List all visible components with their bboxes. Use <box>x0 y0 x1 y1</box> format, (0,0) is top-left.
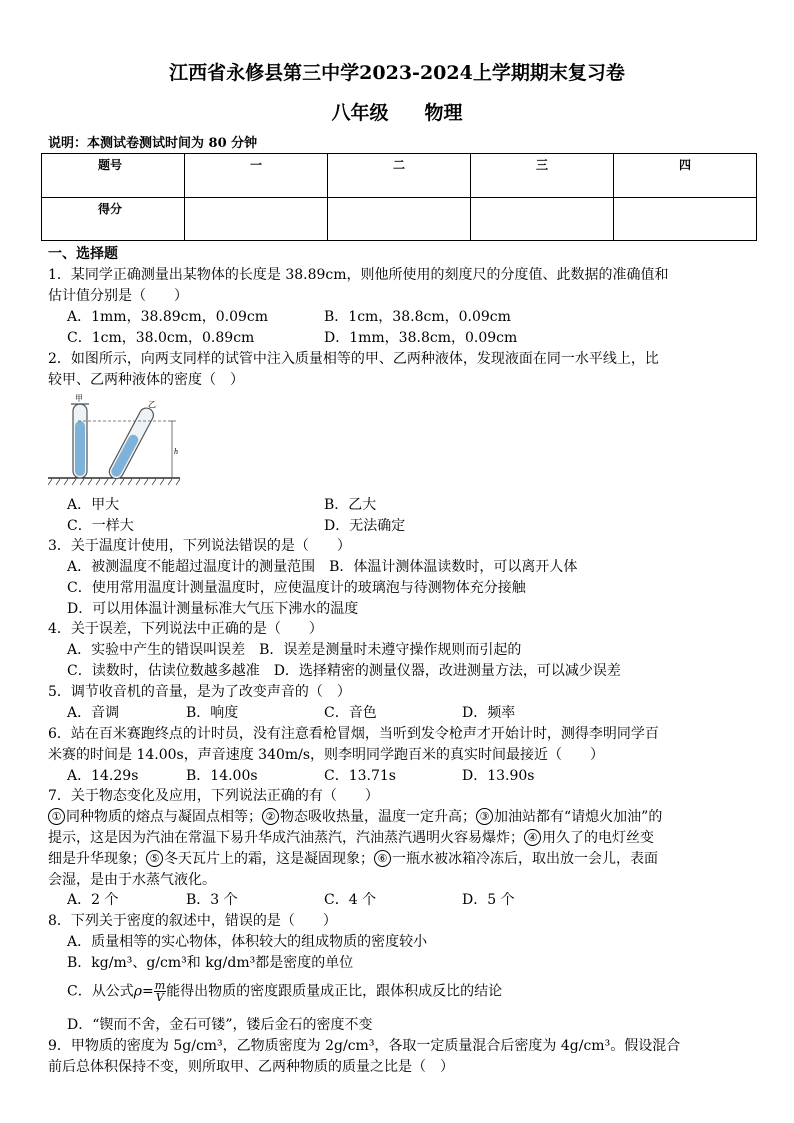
q3-option-c[interactable]: C．使用常用温度计测量温度时，应使温度计的玻璃泡与待测物体充分接触 <box>67 580 526 596</box>
statement-3-text: 加油站都有“请熄火加油”的 <box>494 809 663 825</box>
score-cell-three[interactable] <box>471 197 614 241</box>
statement-number-6: ⑥ <box>374 850 391 867</box>
statement-number-1: ① <box>48 808 65 825</box>
exam-title: 江西省永修县第三中学2023-2024上学期期末复习卷 <box>169 62 625 84</box>
q5-option-c[interactable]: C．音色 <box>324 705 377 721</box>
statement-5-text: 冬天瓦片上的霜，这是凝固现象； <box>164 851 374 867</box>
score-table-score-row <box>42 197 757 241</box>
grade-label: 八年级 <box>331 102 389 124</box>
score-cell-four[interactable] <box>614 197 757 241</box>
q8-option-c-prefix: C．从公式 <box>67 983 134 1000</box>
formula-rho: ρ= <box>133 983 154 1000</box>
q8-option-c[interactable] <box>67 980 502 1003</box>
q2-option-d[interactable]: D．无法确定 <box>324 518 406 534</box>
q3-stem: 3．关于温度计使用，下列说法错误的是（ ） <box>48 538 351 554</box>
q9-stem-line1: 9．甲物质的密度为 5g/cm³，乙物质密度为 2g/cm³，各取一定质量混合后密度为 4g/cm³。假设混合 <box>48 1038 681 1054</box>
statement-number-4: ④ <box>524 829 541 846</box>
q5-option-d[interactable]: D．频率 <box>462 705 516 721</box>
col-label-question-number: 题号 <box>42 154 185 198</box>
q4-stem: 4．关于误差，下列说法中正确的是（ ） <box>48 621 323 637</box>
q5-option-b[interactable]: B．响度 <box>186 705 239 721</box>
figure-label-jia: 甲 <box>75 394 83 403</box>
q4-options-ab[interactable]: A．实验中产生的错误叫误差 B．误差是测量时未遵守操作规则而引起的 <box>67 642 522 658</box>
q6-option-b[interactable]: B．14.00s <box>186 768 258 784</box>
q6-option-c[interactable]: C．13.71s <box>324 768 396 784</box>
q8-option-a[interactable]: A．质量相等的实心物体，体积较大的组成物质的密度较小 <box>67 934 428 950</box>
statement-4-text: 用久了的电灯丝变 <box>542 830 654 846</box>
q8-option-c-text: 能得出物质的密度跟质量成正比，跟体积成反比的结论 <box>166 983 503 1000</box>
score-table-header-row <box>42 154 757 198</box>
section-heading: 一、选择题 <box>48 246 118 262</box>
q6-stem-line2: 米赛的时间是 14.00s，声音速度 340m/s，则李明同学跑百米的真实时间最接近（ ） <box>48 747 605 763</box>
q7-option-d[interactable]: D．5 个 <box>462 892 515 908</box>
q6-stem-line1: 6．站在百米赛跑终点的计时员，没有注意看枪冒烟，当听到发令枪声才开始计时，测得李明同学百 <box>48 726 659 742</box>
col-label-four: 四 <box>614 154 757 198</box>
q7-statements-line1 <box>48 806 662 826</box>
q8-option-d[interactable]: D．“锲而不舍，金石可镂”，镂后金石的密度不变 <box>67 1017 373 1033</box>
q1-stem-line2: 估计值分别是（ ） <box>48 288 188 304</box>
q7-statements-line4: 会湿，是由于水蒸气液化。 <box>48 872 216 888</box>
q2-stem-line1: 2．如图所示，向两支同样的试管中注入质量相等的甲、乙两种液体，发现液面在同一水平线上，比 <box>48 351 659 367</box>
liquid-jia <box>75 421 85 476</box>
formula-fraction <box>154 980 166 1003</box>
q8-option-b[interactable]: B．kg/m³、g/cm³和 kg/dm³都是密度的单位 <box>67 955 354 971</box>
q7-option-b[interactable]: B．3 个 <box>186 892 238 908</box>
formula-numerator: m <box>154 979 166 992</box>
q7-statements-line2 <box>48 827 654 847</box>
q7-option-c[interactable]: C．4 个 <box>324 892 377 908</box>
q6-option-a[interactable]: A．14.29s <box>67 768 139 784</box>
q7-statements-line3 <box>48 848 658 868</box>
score-cell-one[interactable] <box>185 197 328 241</box>
q1-option-d[interactable]: D．1mm，38.8cm，0.09cm <box>324 330 518 346</box>
q3-options-ab[interactable]: A．被测温度不能超过温度计的测量范围 B．体温计测体温读数时，可以离开人体 <box>67 559 578 575</box>
statement-number-3: ③ <box>476 808 493 825</box>
q2-option-b[interactable]: B．乙大 <box>324 497 377 513</box>
q6-option-d[interactable]: D．13.90s <box>462 768 535 784</box>
figure-label-yi: 乙 <box>148 400 156 409</box>
subject-label: 物理 <box>424 102 463 124</box>
score-table <box>41 153 757 241</box>
q1-option-c[interactable]: C．1cm，38.0cm，0.89cm <box>67 330 255 346</box>
col-label-two: 二 <box>328 154 471 198</box>
statement-number-2: ② <box>262 808 279 825</box>
statement-2-text: 物态吸收热量，温度一定升高； <box>280 809 476 825</box>
q2-stem-line2: 较甲、乙两种液体的密度（ ） <box>48 372 244 388</box>
statement-4-cont: 细是升华现象； <box>48 851 146 867</box>
col-label-three: 三 <box>471 154 614 198</box>
q9-stem-line2: 前后总体积保持不变，则所取甲、乙两种物质的质量之比是（ ） <box>48 1059 454 1075</box>
statement-1-text: 同种物质的熔点与凝固点相等； <box>66 809 262 825</box>
q5-option-a[interactable]: A．音调 <box>67 705 120 721</box>
q5-stem: 5．调节收音机的音量，是为了改变声音的（ ） <box>48 684 351 700</box>
q2-option-c[interactable]: C．一样大 <box>67 518 134 534</box>
q1-stem-line1: 1．某同学正确测量出某物体的长度是 38.89cm，则他所使用的刻度尺的分度值、此数据的准确值和 <box>48 267 669 283</box>
grade-subject <box>0 98 794 125</box>
figure-label-h: h <box>174 447 178 456</box>
q3-option-d[interactable]: D．可以用体温计测量标准大气压下沸水的温度 <box>67 601 359 617</box>
col-label-one: 一 <box>185 154 328 198</box>
q1-option-b[interactable]: B．1cm，38.8cm，0.09cm <box>324 309 511 325</box>
test-tubes-figure <box>48 394 188 486</box>
statement-number-5: ⑤ <box>146 850 163 867</box>
q8-stem: 8．下列关于密度的叙述中，错误的是（ ） <box>48 913 337 929</box>
row-label-score: 得分 <box>42 197 185 241</box>
statement-3-cont: 提示，这是因为汽油在常温下易升华成汽油蒸汽，汽油蒸汽遇明火容易爆炸； <box>48 830 524 846</box>
score-cell-two[interactable] <box>328 197 471 241</box>
exam-note: 说明：本测试卷测试时间为 80 分钟 <box>48 136 258 151</box>
statement-6-text: 一瓶水被冰箱冷冻后，取出放一会儿，表面 <box>392 851 658 867</box>
q2-option-a[interactable]: A．甲大 <box>67 497 120 513</box>
q7-option-a[interactable]: A．2 个 <box>67 892 119 908</box>
q7-stem: 7．关于物态变化及应用，下列说法正确的有（ ） <box>48 788 379 804</box>
formula-denominator: V <box>155 991 164 1004</box>
q1-option-a[interactable]: A．1mm，38.89cm，0.09cm <box>67 309 269 325</box>
q4-options-cd[interactable]: C．读数时，估读位数越多越准 D．选择精密的测量仪器，改进测量方法，可以减少误差 <box>67 663 621 679</box>
